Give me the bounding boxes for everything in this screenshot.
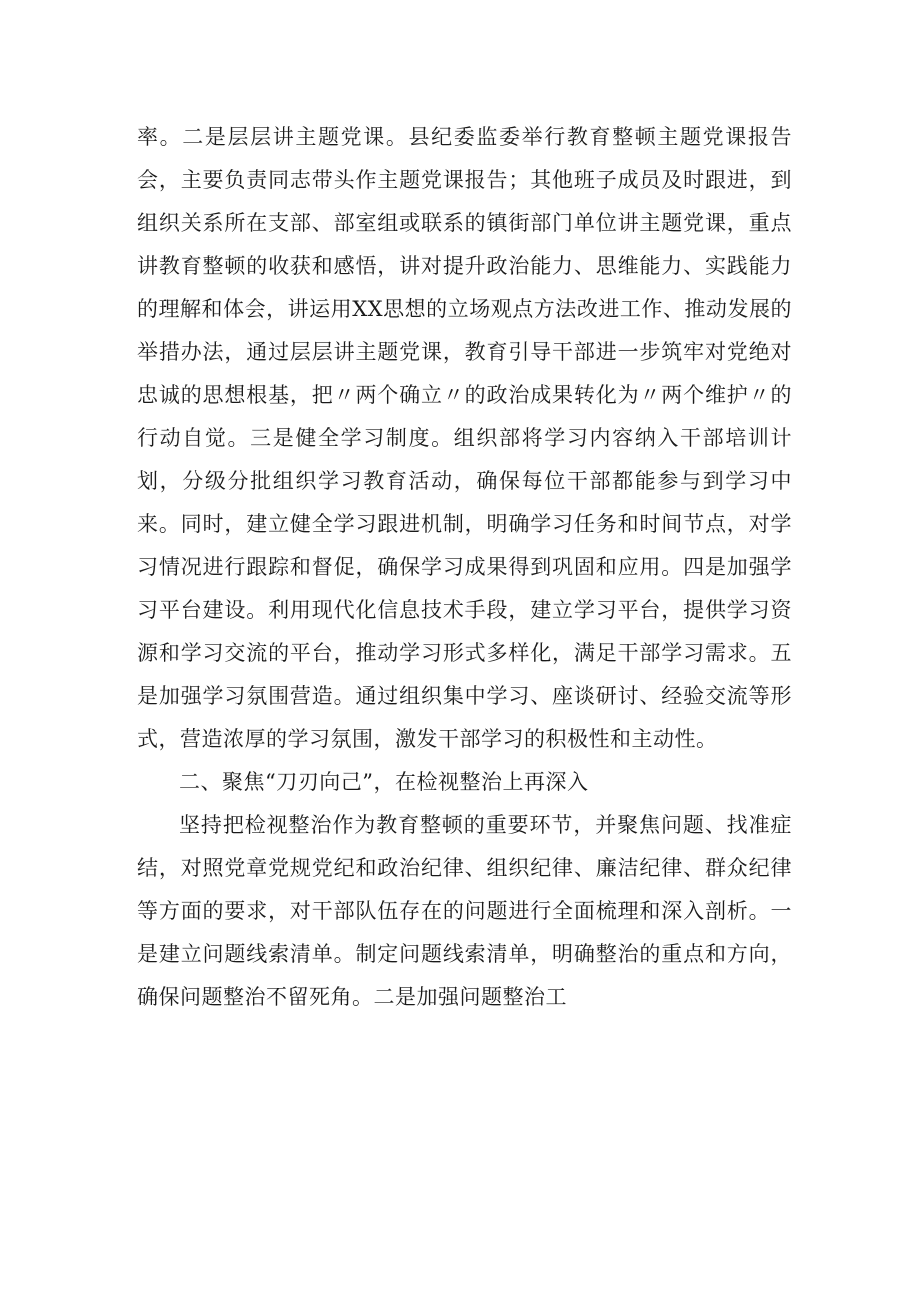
section-heading: 二、聚焦“刀刃向己”，在检视整治上再深入 [179,770,589,794]
document-body [137,116,792,1019]
body-paragraph: 率。二是层层讲主题党课。县纪委监委举行教育整顿主题党课报告会，主要负责同志带头作主题党课报告；其他班子成员及时跟进，到组织关系所在支部、部室组或联系的镇街部门单位讲主题党课，重点讲教育整顿的收获和感悟，讲对提升政治能力、思维能力、实践能力的理解和体会，讲运用XX思想的立场观点方法改进工作、推动发展的举措办法，通过层层讲主题党课，教育引导干部进一步筑牢对党绝对忠诚的思想根基，把〃两个确立〃的政治成果转化为〃两个维护〃的行动自觉。三是健全学习制度。组织部将学习内容纳入干部培训计划，分级分批组织学习教育活动，确保每位干部都能参与到学习中来。同时，建立健全学习跟进机制，明确学习任务和时间节点，对学习情况进行跟踪和督促，确保学习成果得到巩固和应用。四是加强学习平台建设。利用现代化信息技术手段，建立学习平台，提供学习资源和学习交流的平台，推动学习形式多样化，满足干部学习需求。五是加强学习氛围营造。通过组织集中学习、座谈研讨、经验交流等形式，营造浓厚的学习氛围，激发干部学习的积极性和主动性。 [137,125,792,751]
body-paragraph: 坚持把检视整治作为教育整顿的重要环节，并聚焦问题、找准症结，对照党章党规党纪和政治纪律、组织纪律、廉洁纪律、群众纪律等方面的要求，对干部队伍存在的问题进行全面梳理和深入剖析。一是建立问题线索清单。制定问题线索清单，明确整治的重点和方向，确保问题整治不留死角。二是加强问题整治工 [137,813,792,1009]
